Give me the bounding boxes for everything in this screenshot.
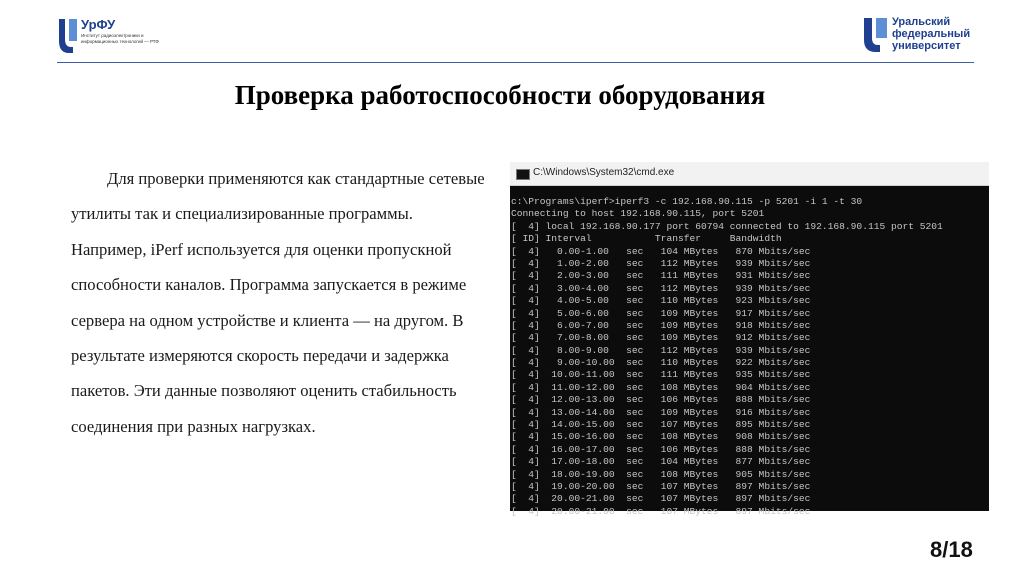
urfu-rtf-logo <box>57 17 177 57</box>
cmd-window <box>510 162 989 517</box>
cmd-line: [ 4] 7.00-8.00 sec 109 MBytes 912 Mbits/sec <box>511 332 811 344</box>
header-divider <box>57 62 974 63</box>
urfu-u-icon <box>862 16 890 54</box>
page-number: 8/18 <box>930 537 973 562</box>
cmd-line: [ 4] 16.00-17.00 sec 106 MBytes 888 Mbits/sec <box>511 443 811 455</box>
cmd-line: [ ID] Interval Transfer Bandwidth <box>511 233 782 245</box>
cmd-line: [ 4] 5.00-6.00 sec 109 MBytes 917 Mbits/sec <box>511 307 811 319</box>
cmd-line: [ 4] local 192.168.90.177 port 60794 connected to 192.168.90.115 port 5201 <box>511 220 943 232</box>
cmd-window-title: C:\Windows\System32\cmd.exe <box>533 167 675 178</box>
urfu-university-logo <box>862 16 982 56</box>
cmd-line: [ 4] 20.00-21.00 sec 107 MBytes 897 Mbits/sec <box>511 505 811 517</box>
cmd-line: [ 4] 12.00-13.00 sec 106 MBytes 888 Mbits/sec <box>511 394 811 406</box>
cmd-line: [ 4] 18.00-19.00 sec 108 MBytes 905 Mbits/sec <box>511 468 811 480</box>
cmd-line: [ 4] 6.00-7.00 sec 109 MBytes 918 Mbits/sec <box>511 319 811 331</box>
logo-right-line: университет <box>892 40 961 52</box>
logo-left-subtitle: Институт радиоэлектроники и информационных технологий — РТФ <box>81 33 159 44</box>
cmd-line: [ 4] 13.00-14.00 sec 109 MBytes 916 Mbits/sec <box>511 406 811 418</box>
page-title: Проверка работоспособности оборудования <box>234 80 766 110</box>
cmd-line: [ 4] 2.00-3.00 sec 111 MBytes 931 Mbits/sec <box>511 270 811 282</box>
logo-right-line: федеральный <box>892 28 971 40</box>
cmd-line: [ 4] 11.00-12.00 sec 108 MBytes 904 Mbits/sec <box>511 381 811 393</box>
cmd-line: [ 4] 8.00-9.00 sec 112 MBytes 939 Mbits/sec <box>511 344 811 356</box>
cmd-output <box>510 186 989 518</box>
urfu-logo-icon <box>57 17 79 55</box>
logo-right-text <box>892 16 984 52</box>
body-paragraph: Для проверки применяются как стандартные сетевые утилиты так и специализированные программы. Например, iPerf используется для оценки пропускной способности каналов. Программа запускается в режиме сервера на одном устройстве и клиента — на другом. В результате измеряются скорость передачи и задержка пакетов. Эти данные позволяют оценить стабильность соединения при разных нагрузках. <box>71 169 485 436</box>
cmd-titlebar <box>510 162 989 186</box>
cmd-line: [ 4] 17.00-18.00 sec 104 MBytes 877 Mbits/sec <box>511 456 811 468</box>
cmd-line: [ 4] 3.00-4.00 sec 112 MBytes 939 Mbits/sec <box>511 282 811 294</box>
cmd-line: [ 4] 14.00-15.00 sec 107 MBytes 895 Mbits/sec <box>511 419 811 431</box>
cmd-icon <box>516 169 530 180</box>
cmd-line: [ 4] 9.00-10.00 sec 110 MBytes 922 Mbits/sec <box>511 357 811 369</box>
logo-left-title: УрФУ <box>81 17 116 32</box>
cmd-line: c:\Programs\iperf>iperf3 -c 192.168.90.115 -p 5201 -i 1 -t 30 <box>511 196 863 207</box>
cmd-line: [ 4] 10.00-11.00 sec 111 MBytes 935 Mbits/sec <box>511 369 811 381</box>
cmd-line: [ 4] 19.00-20.00 sec 107 MBytes 897 Mbits/sec <box>511 480 811 492</box>
cmd-line: [ 4] 15.00-16.00 sec 108 MBytes 908 Mbits/sec <box>511 431 811 443</box>
cmd-line: Connecting to host 192.168.90.115, port 5201 <box>511 208 765 220</box>
logo-right-line: Уральский <box>892 16 951 28</box>
cmd-line: [ 4] 1.00-2.00 sec 112 MBytes 939 Mbits/sec <box>511 257 811 269</box>
cmd-line: [ 4] 20.00-21.00 sec 107 MBytes 897 Mbits/sec <box>511 493 811 505</box>
cmd-line: [ 4] 4.00-5.00 sec 110 MBytes 923 Mbits/sec <box>511 295 811 307</box>
cmd-line: [ 4] 0.00-1.00 sec 104 MBytes 870 Mbits/sec <box>511 245 811 257</box>
